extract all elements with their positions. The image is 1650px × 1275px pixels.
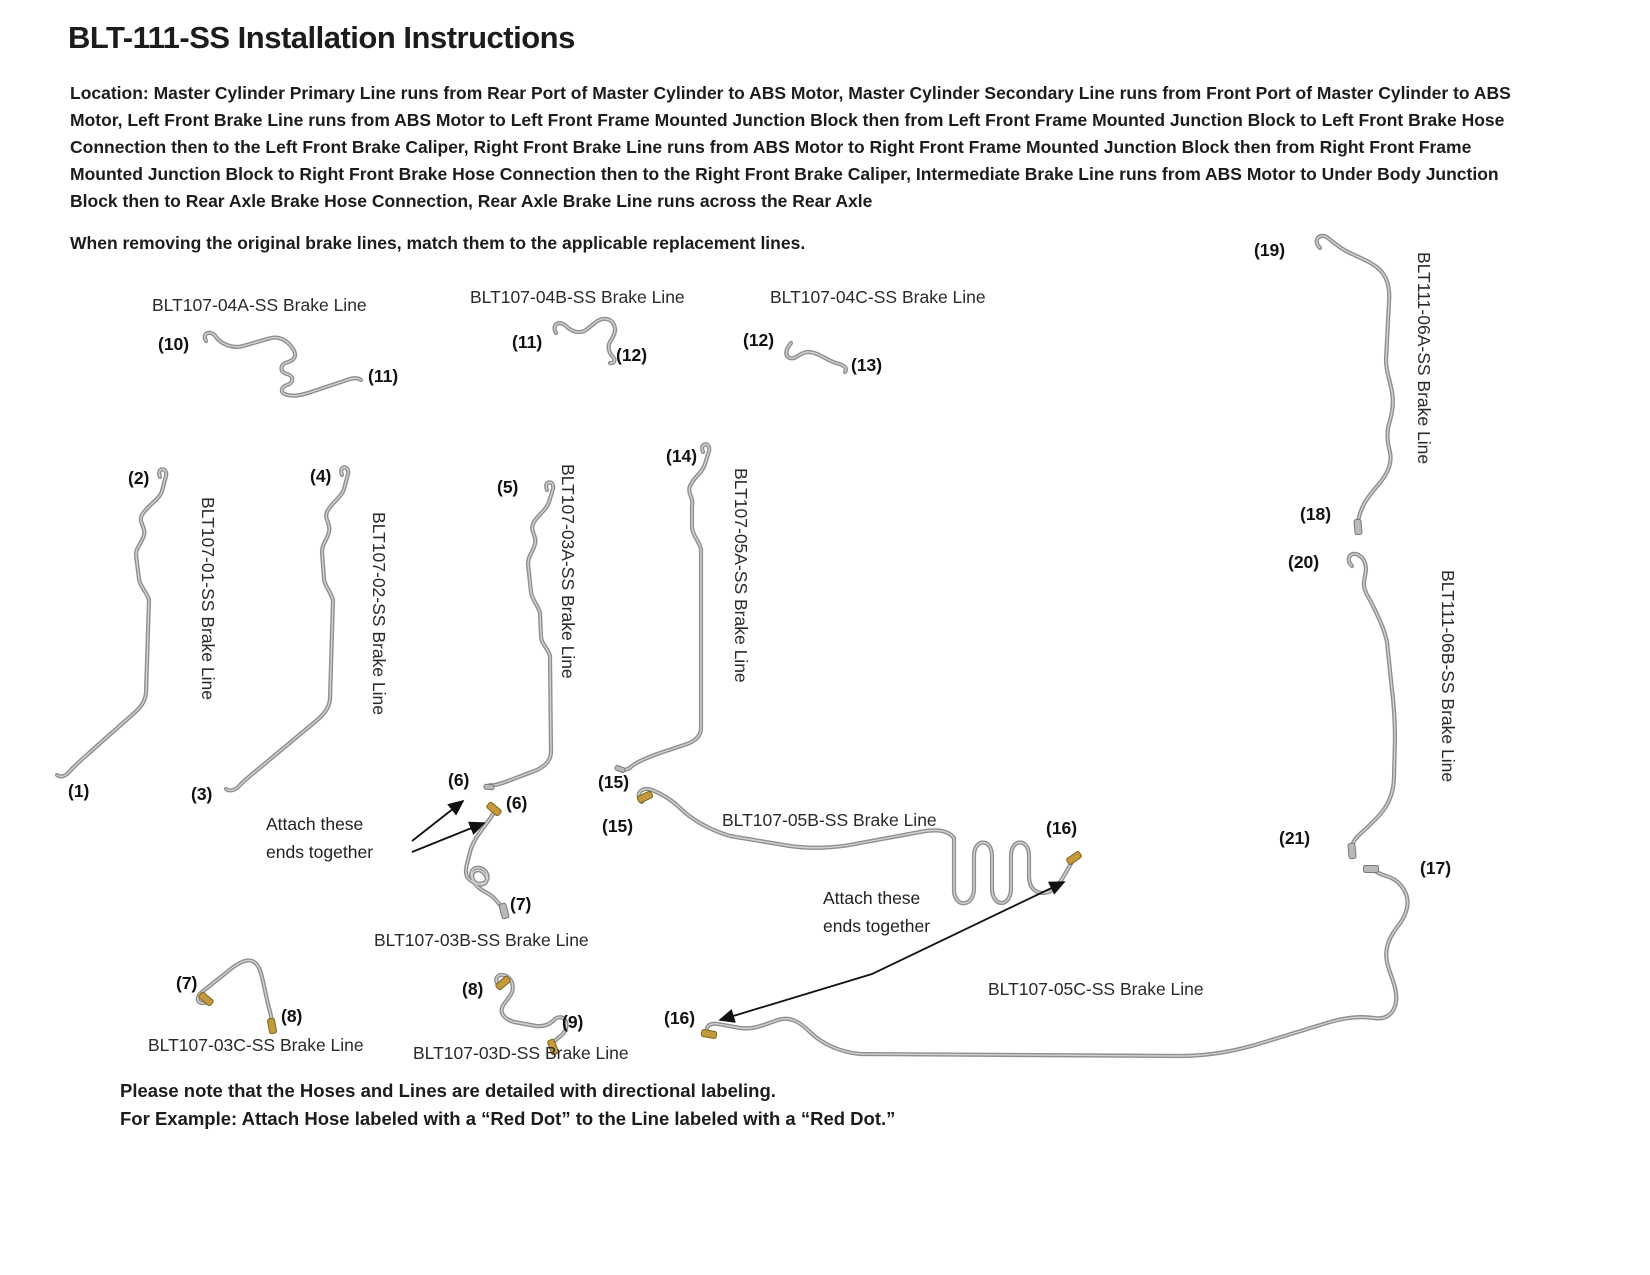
label-blt107-03c: BLT107-03C-SS Brake Line <box>148 1035 364 1055</box>
fitting-03a-bottom <box>484 784 494 790</box>
callout-16-05b: (16) <box>1046 818 1078 838</box>
fitting-05c-left <box>701 1029 717 1038</box>
fitting-03c-right <box>267 1018 276 1034</box>
fitting-05c-top <box>1364 866 1379 873</box>
label-blt107-02: BLT107-02-SS Brake Line <box>369 512 389 715</box>
callout-19: (19) <box>1254 240 1286 260</box>
attach-note-right-line1: Attach these <box>823 888 921 908</box>
callout-8-03c: (8) <box>281 1006 303 1026</box>
label-blt107-01: BLT107-01-SS Brake Line <box>198 497 218 700</box>
blt107-01-line-art <box>57 469 166 776</box>
blt107-03c-line-art <box>198 960 272 1024</box>
callout-17: (17) <box>1420 858 1452 878</box>
blt107-03a-line-art <box>490 482 553 785</box>
label-blt107-05a: BLT107-05A-SS Brake Line <box>731 468 751 683</box>
fitting-06a-bottom <box>1354 519 1362 535</box>
label-blt107-04b: BLT107-04B-SS Brake Line <box>470 287 685 307</box>
callout-4: (4) <box>310 466 332 486</box>
callout-21: (21) <box>1279 828 1311 848</box>
blt107-05c-line-art <box>707 870 1408 1056</box>
footer-note-line1: Please note that the Hoses and Lines are detailed with directional labeling. <box>120 1080 776 1101</box>
callout-12-04b: (12) <box>616 345 648 365</box>
callout-15-05a: (15) <box>598 772 630 792</box>
attach-note-left <box>266 810 373 866</box>
blt107-02-line-art <box>226 467 348 790</box>
callout-6-03a: (6) <box>448 770 470 790</box>
callout-2: (2) <box>128 468 150 488</box>
callout-9: (9) <box>562 1012 584 1032</box>
attach-note-right-line2: ends together <box>823 916 931 936</box>
label-blt111-06a: BLT111-06A-SS Brake Line <box>1414 252 1434 465</box>
callout-13: (13) <box>851 355 883 375</box>
callout-11-04a: (11) <box>368 366 399 386</box>
callout-15-05b: (15) <box>602 816 634 836</box>
blt107-03d-line-art <box>496 975 566 1048</box>
label-blt107-05b: BLT107-05B-SS Brake Line <box>722 810 937 830</box>
attach-note-right <box>823 884 930 940</box>
callout-6-03b: (6) <box>506 793 528 813</box>
callout-16-05c: (16) <box>664 1008 696 1028</box>
label-blt107-05c: BLT107-05C-SS Brake Line <box>988 979 1204 999</box>
callout-7-03b: (7) <box>510 894 532 914</box>
fitting-03b-bottom <box>499 903 510 919</box>
location-paragraph: Location: Master Cylinder Primary Line runs from Rear Port of Master Cylinder to ABS Motor, Master Cylinder Secondary Line runs from Front Port of Master Cylinder to ABS Motor, Left Front Brake Line runs from ABS Motor to Left Front Frame Mounted Junction Block then from Left Front Frame Mounted Junction Block to Left Front Brake Hose Connection then to the Left Front Brake Caliper, Right Front Brake Line runs from ABS Motor to Right Front Frame Mounted Junction Block then from Right Front Frame Mounted Junction Block to Right Front Brake Hose Connection then to the Right Front Brake Caliper, Intermediate Brake Line runs from ABS Motor to Under Body Junction Block then to Rear Axle Brake Hose Connection, Rear Axle Brake Line runs across the Rear Axle <box>70 83 1511 211</box>
blt111-06a-line-art <box>1317 236 1393 524</box>
callout-3: (3) <box>191 784 213 804</box>
label-blt111-06b: BLT111-06B-SS Brake Line <box>1438 570 1458 783</box>
label-blt107-03b: BLT107-03B-SS Brake Line <box>374 930 589 950</box>
footer-note-line2: For Example: Attach Hose labeled with a “Red Dot” to the Line labeled with a “Red Dot.” <box>120 1108 896 1129</box>
label-blt107-04a: BLT107-04A-SS Brake Line <box>152 295 367 315</box>
label-blt107-04c: BLT107-04C-SS Brake Line <box>770 287 986 307</box>
blt107-04b-line-art <box>555 319 616 363</box>
blt107-03b-line-art <box>466 812 504 910</box>
blt107-03a-line-art <box>490 482 553 785</box>
callout-12-04c: (12) <box>743 330 775 350</box>
callout-18: (18) <box>1300 504 1332 524</box>
callout-8-03d: (8) <box>462 979 484 999</box>
label-blt107-03a: BLT107-03A-SS Brake Line <box>558 464 578 679</box>
label-blt107-03d: BLT107-03D-SS Brake Line <box>413 1043 629 1063</box>
page-title: BLT-111-SS Installation Instructions <box>68 20 575 55</box>
callout-20: (20) <box>1288 552 1320 572</box>
blt107-05c-line-art <box>707 870 1408 1056</box>
callout-10: (10) <box>158 334 190 354</box>
blt111-06b-line-art <box>1349 554 1395 848</box>
callout-11-04b: (11) <box>512 332 543 352</box>
fitting-06b-bottom <box>1348 843 1356 859</box>
fitting-05b-right <box>1066 851 1082 865</box>
callout-1: (1) <box>68 781 90 801</box>
callout-5: (5) <box>497 477 519 497</box>
blt107-05a-line-art <box>620 444 709 769</box>
blt107-02-line-art <box>226 467 348 790</box>
callout-14: (14) <box>666 446 698 466</box>
callout-7-03c: (7) <box>176 973 198 993</box>
attach-note-left-line2: ends together <box>266 842 374 862</box>
blt107-05a-line-art <box>620 444 709 769</box>
removal-note: When removing the original brake lines, match them to the applicable replacement lines. <box>70 233 806 253</box>
attach-note-left-line1: Attach these <box>266 814 364 834</box>
blt107-04c-line-art <box>786 343 846 372</box>
